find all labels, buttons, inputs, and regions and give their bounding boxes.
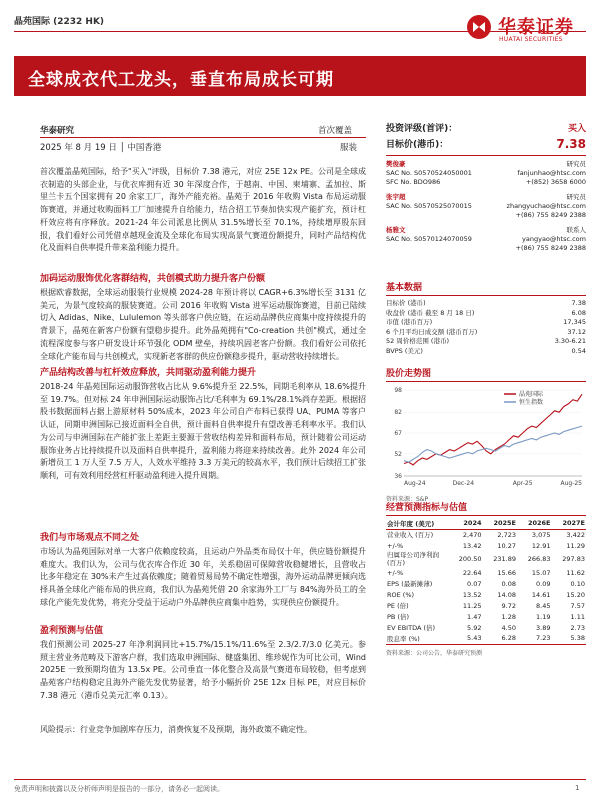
y-tick-label: 98 — [394, 387, 402, 394]
table-header-row — [386, 518, 586, 529]
table-cell: 7.57 — [570, 601, 585, 610]
target-label: 目标价(港币)： — [386, 140, 449, 150]
table-cell: 0.10 — [570, 579, 585, 588]
analyst-card — [386, 226, 586, 253]
x-tick-label: Aug-24 — [404, 480, 426, 487]
table-row — [386, 611, 586, 622]
section-text: 2018-24 年晶苑国际运动服饰营收占比从 9.6%提升至 22.5%，同期毛利率从 18.6%提升至 19.7%。但对标 24 年申洲国际运动服饰占比/毛利率为 69.1%/28.1%尚存差距。根据招股书数据面料占据上游原材料 50%成本，2023 年公司自产布料已获得 UA、PUMA 等客户认证，同期申洲国际已接近面料全自供，预计面料自供率提升有望改善毛利率水平。我们认为公司与申洲国际在产能扩张上差距主要源于营收结构差异和面料布局，预计随着公司运动服饰业务占比持续提升以及面料自供率提升，盈利能力将迎来持续改善。此外 2024 年公司新增员工 1 万人至 7.5 万人，人效水平维持 3.3 万美元的较高水平，我们预计后续招工扩张顺利，可有效利用经营杠杆驱动盈利进入提升周期。 — [40, 382, 366, 480]
row-label: +/-% — [387, 568, 404, 577]
basic-data-label: 52 周价格范围 (港币) — [386, 337, 449, 345]
basic-data-title: 基本数据 — [386, 283, 423, 293]
table-cell: 5.38 — [570, 634, 585, 643]
y-tick-label: 36 — [394, 473, 402, 480]
basic-data-row — [386, 328, 586, 338]
y-tick-label: 67 — [394, 430, 402, 437]
table-cell: 2,723 — [497, 530, 516, 539]
analyst-sac: SAC No. S0570524050001 — [386, 169, 472, 177]
table-cell: 5.92 — [467, 623, 482, 632]
rating-divider — [386, 155, 586, 156]
meta-divider — [40, 137, 366, 138]
table-cell: 9.72 — [501, 601, 516, 610]
analyst-card — [386, 160, 586, 187]
basic-data-divider — [386, 295, 586, 296]
table-cell: 3,422 — [566, 530, 585, 539]
row-label: EPS (最新摊薄) — [387, 580, 433, 588]
intro-section — [40, 166, 366, 255]
huatai-logo — [466, 10, 594, 50]
report-title: 全球成衣代工龙头，垂直布局成长可期 — [28, 70, 334, 90]
section-text: 市场认为晶苑国际对单一大客户依赖度较高，且运动户外品类布局仅十年，供应链份额提升难度大。我们认为，公司与优衣库合作近 30 年，关系稳固可保障营收稳健增长，且营收占比多年稳定在 30%未产生过高依赖度；随着贸易局势不确定性增强，海外运动品牌更倾向选择具备全球化产能布局的供应商，我们认为晶苑凭借 20 余家海外工厂与 84%海外员工的全球化产能先发优势，将充分受益于运动户外品牌供应商集中趋势，实现供应份额提升。 — [40, 547, 366, 607]
table-cell: 10.27 — [497, 541, 516, 550]
table-row — [386, 589, 586, 600]
basic-data-label: 市值 (港币百万) — [386, 318, 433, 326]
row-label: 营业收入 (百万) — [387, 531, 434, 540]
table-row — [386, 633, 586, 644]
report-date: 2025 年 8 月 19 日 │ 中国香港 — [40, 143, 162, 153]
row-label: ROE (%) — [387, 590, 415, 599]
section-4 — [40, 623, 366, 703]
section-3 — [40, 530, 366, 610]
intro-paragraph: 首次覆盖晶苑国际，给予"买入"评级，目标价 7.38 港元，对应 25E 12x PE。公司是全球成衣制造的头部企业，与优衣库拥有近 30 年深度合作，于越南、中国、柬埔寨、孟加拉、斯里兰卡五个国家拥有 20 余家工厂，海外产能充裕。晶苑于 2016 年收购 Vista 布局运动服饰赛道，并通过收购面料工厂加速提升自给能力，结合招工节奏加快实现产能扩充，预计杠杆效应将有序释放。2021-24 年公司派息比例从 31.5%增长至 70.1%，持续增厚股东回报，我们看好公司凭借卓越现金流及全球化布局实现高景气赛道份额提升，同时产品结构优化及面料自供率提升带来盈利能力提升。 — [40, 167, 366, 253]
row-label: 归属母公司净利润 (百万) — [387, 551, 439, 567]
basic-data-row — [386, 318, 586, 328]
price-chart — [386, 384, 586, 492]
x-tick-label: Aug-25 — [560, 480, 582, 487]
price-chart-block — [386, 366, 586, 503]
table-row — [386, 551, 586, 567]
analyst-role: 联系人 — [566, 226, 586, 234]
basic-data-value: 3.30-6.21 — [554, 337, 586, 345]
target-row — [386, 137, 586, 151]
analyst-phone: +(852) 3658 6000 — [525, 178, 586, 186]
org-label: 华泰研究 — [40, 126, 75, 136]
rating-block — [386, 121, 586, 156]
table-cell: 0.07 — [467, 579, 482, 588]
table-row — [386, 540, 586, 551]
table-cell: 231.89 — [493, 555, 516, 563]
table-cell: 1.11 — [570, 612, 585, 621]
forecast-table — [386, 518, 586, 645]
table-cell: 22.64 — [462, 568, 482, 577]
basic-data-label: 目标价 (港币) — [386, 299, 426, 307]
section-text: 我们预测公司 2025-27 年净利润同比+15.7%/15.1%/11.6%至 2.3/2.7/3.0 亿美元。参照主营业务范畴及下游客户群，我们选取申洲国际、健盛集团、维珍妮作为可比公司，Wind 2025E 一致预期均值为 13.5x PE。公司垂直一体化整合及高景气赛道布局较稳，但考虑到晶苑客户结构稳定且海外产能先发优势显著，给予小幅折价 25E 12x 目标 PE，对应目标价 7.38 港元（港币兑美元汇率 0.13）。 — [40, 640, 366, 700]
table-cell: 3,075 — [531, 530, 551, 539]
section-title: 产品结构改善与杠杆效应释放，共同驱动盈利能力提升 — [40, 368, 257, 378]
risk-note: 风险提示：行业竞争加剧库存压力，消费恢复不及预期，海外政策不确定性。 — [40, 725, 312, 734]
analyst-email[interactable]: zhangyuchao@htsc.com — [506, 202, 586, 210]
analyst-role: 研究员 — [566, 160, 586, 168]
row-label: 股息率 (%) — [387, 634, 420, 643]
table-row — [386, 529, 586, 540]
report-type: 首次覆盖 — [318, 126, 353, 136]
table-header-cell: 2025E — [483, 518, 518, 529]
y-tick-label: 52 — [394, 450, 402, 458]
footer-divider — [14, 779, 586, 780]
basic-data-label: BVPS (美元) — [386, 346, 423, 355]
chart-title: 股价走势图 — [386, 369, 432, 379]
table-cell: 5.43 — [467, 634, 482, 643]
table-cell: 14.61 — [531, 590, 551, 599]
table-cell: 4.50 — [501, 623, 516, 632]
table-cell: 11.25 — [462, 601, 482, 610]
target-value: 7.38 — [556, 137, 586, 151]
x-tick-label: Dec-24 — [452, 480, 475, 487]
analyst-name: 樊俊豪 — [386, 160, 406, 168]
section-text: 根据欧睿数据，全球运动服装行业规模 2024-28 年预计将以 CAGR+6.3%增长至 3131 亿美元，为景气度较高的服装赛道。公司 2016 年收购 Vista 进军运动服饰赛道，目前已陆续切入 Adidas、Nike、Lululemon 等头部客户供应链，在运动品牌供应商集中度持续提升的背景下，晶苑在新客户份额有望稳步提升。此外晶苑拥有"Co-creation 共创"模式，通过全流程深度参与客户研发设计环节强化 ODM 壁垒，持续巩固老客户份额。我们看好公司依托全球化产能布局与共创模式，实现新老客群的供应份额稳步提升，驱动营收持续增长。 — [40, 288, 366, 361]
table-cell: 13.42 — [462, 541, 482, 550]
x-tick-label: Apr-25 — [512, 480, 533, 487]
section-1 — [40, 271, 366, 363]
forecast-source: 资料来源：公司公告，华泰研究预测 — [386, 649, 483, 657]
basic-data-value: 0.54 — [571, 346, 586, 355]
table-cell: 6.28 — [501, 634, 516, 643]
chart-divider — [386, 381, 586, 382]
table-cell: 7.23 — [536, 634, 551, 643]
forecast-divider — [386, 515, 586, 516]
table-cell: 15.20 — [566, 590, 585, 599]
logo-cn-text: 华泰证券 — [498, 17, 574, 38]
basic-data-row — [386, 337, 586, 347]
analyst-email[interactable]: yangyao@htsc.com — [522, 235, 586, 243]
legend-label: 晶苑国际 — [519, 391, 544, 398]
table-row — [386, 600, 586, 611]
analyst-sac: SAC No. S0570124070059 — [386, 235, 472, 243]
section-2 — [40, 365, 366, 483]
basic-data-label: 收盘价 (港币 截至 8 月 18 日) — [386, 308, 475, 317]
analyst-sac: SAC No. S0570525070015 — [386, 202, 472, 210]
table-cell: 8.45 — [536, 601, 551, 610]
table-cell: 3.89 — [536, 623, 551, 632]
basic-data-value: 37.12 — [567, 327, 586, 336]
analyst-phone: +(86) 755 8249 2388 — [515, 244, 586, 252]
table-cell: 13.52 — [462, 590, 482, 599]
table-cell: 11.29 — [566, 541, 585, 550]
basic-data-block — [386, 280, 586, 356]
row-label: PE (倍) — [387, 602, 409, 610]
table-cell: 0.08 — [501, 579, 516, 588]
analyst-card — [386, 193, 586, 220]
basic-data-row — [386, 299, 586, 309]
huatai-logo-icon — [466, 14, 492, 40]
page-number: 1 — [575, 784, 580, 792]
table-cell: 297.83 — [562, 555, 585, 563]
table-header-cell: 2027E — [552, 518, 587, 529]
row-label: PB (倍) — [387, 613, 410, 621]
basic-data-label: 6 个月平均日成交额 (港币百万) — [386, 327, 478, 336]
table-cell: 0.09 — [536, 579, 551, 588]
table-cell: 15.07 — [531, 568, 551, 577]
basic-data-row — [386, 347, 586, 357]
table-cell: 2.73 — [570, 623, 585, 632]
table-cell: 1.19 — [536, 612, 551, 621]
forecast-title: 经营预测指标与估值 — [386, 503, 468, 513]
table-header-cell: 2024 — [448, 518, 483, 529]
logo-en-text: HUATAI SECURITIES — [499, 36, 563, 43]
forecast-block — [386, 500, 586, 657]
rating-label: 投资评级(首评)： — [386, 124, 458, 134]
analyst-email[interactable]: fanjunhao@htsc.com — [517, 169, 586, 177]
table-cell: 11.62 — [566, 568, 585, 577]
legend-label: 恒生指数 — [519, 399, 544, 406]
table-cell: 2,470 — [462, 530, 482, 539]
basic-data-value: 17,345 — [563, 318, 586, 326]
series-line — [404, 394, 582, 465]
table-cell: 12.91 — [531, 541, 551, 550]
table-row — [386, 567, 586, 578]
rating-row — [386, 121, 586, 134]
basic-data-value: 7.38 — [571, 299, 586, 307]
sector-label: 服装 — [340, 143, 358, 153]
basic-data-value: 6.08 — [571, 308, 586, 317]
table-cell: 200.50 — [458, 555, 482, 563]
table-header-cell: 会计年度 (美元) — [386, 518, 448, 529]
row-label: EV EBITDA (倍) — [387, 624, 436, 632]
section-title: 盈利预测与估值 — [40, 626, 104, 636]
section-title: 我们与市场观点不同之处 — [40, 533, 140, 543]
analyst-list — [386, 160, 586, 253]
footer-disclaimer: 免责声明和披露以及分析师声明是报告的一部分，请务必一起阅读。 — [14, 785, 224, 793]
analyst-name: 杨雅文 — [386, 226, 406, 234]
basic-data-row — [386, 309, 586, 319]
table-cell: 266.83 — [527, 555, 551, 563]
analyst-role: 研究员 — [566, 193, 586, 201]
y-tick-label: 82 — [394, 409, 402, 417]
chart-source: 资料来源：S&P — [386, 496, 429, 503]
table-cell: 15.66 — [497, 568, 516, 577]
table-cell: 1.28 — [501, 612, 516, 621]
table-cell: 1.47 — [467, 612, 482, 621]
analyst-sfc: SFC No. BDO986 — [386, 178, 441, 186]
rating-value: 买入 — [567, 124, 586, 134]
title-banner — [14, 56, 586, 96]
table-row — [386, 622, 586, 633]
table-cell: 14.08 — [497, 590, 516, 599]
company-ticker: 晶苑国际 (2232 HK) — [14, 17, 105, 27]
table-row — [386, 578, 586, 589]
table-header-cell: 2026E — [517, 518, 552, 529]
analyst-phone: +(86) 755 8249 2388 — [515, 211, 586, 219]
section-title: 加码运动服饰优化客群结构，共创模式助力提升客户份额 — [40, 274, 266, 284]
row-label: +/-% — [387, 541, 404, 550]
analyst-name: 张宇超 — [386, 193, 406, 201]
